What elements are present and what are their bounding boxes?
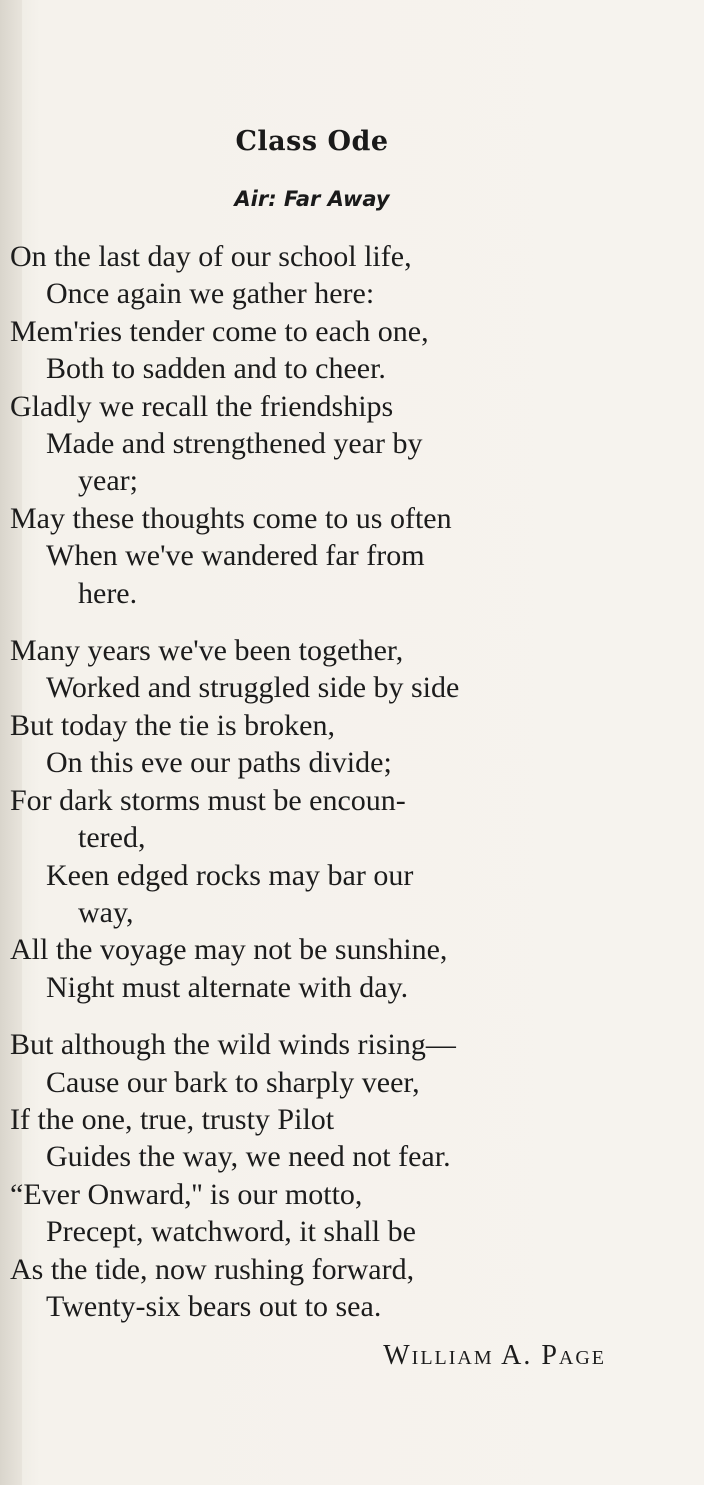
poem-subtitle: Air: Far Away [234,187,390,211]
poem-line: Worked and struggled side by side [46,671,460,705]
poem-line: Precept, watchword, it shall be [46,1215,416,1249]
poem-line: Mem'ries tender come to each one, [10,314,429,348]
poem-line: Keen edged rocks may bar our [46,858,414,892]
poem-line: All the voyage may not be sunshine, [10,933,448,967]
poem-line: Night must alternate with day. [46,970,409,1004]
poem-line: On the last day of our school life, [10,240,412,273]
stanza-3 [10,1026,690,1325]
poem-title: Class Ode [235,126,389,157]
poem-line: Guides the way, we need not fear. [46,1140,451,1174]
poem-line: May these thoughts come to us often [10,501,452,535]
poem-line: here. [78,576,138,610]
poem-line: year; [78,464,138,498]
poem-line: Gladly we recall the friendships [10,389,394,423]
poem-line: As the tide, now rushing forward, [10,1252,415,1286]
poem-line: tered, [78,821,146,855]
poem-line: way, [78,895,134,929]
poem-line: Both to sadden and to cheer. [46,352,386,386]
poem-line: Many years we've been together, [10,634,404,668]
author-signature: William A. Page [383,1340,606,1371]
poem-line: Twenty-six bears out to sea. [46,1289,382,1323]
poem-line: But although the wild winds rising— [10,1028,456,1062]
poem-line: “Ever Onward,'' is our motto, [10,1177,363,1211]
stanza-1 [10,238,690,612]
poem-line: But today the tie is broken, [10,708,335,742]
stanza-2 [10,632,690,1006]
poem-line: Cause our bark to sharply veer, [46,1065,420,1099]
poem-line: Made and strengthened year by [46,427,423,461]
poem-line: For dark storms must be encoun- [10,783,406,817]
poem-line: When we've wandered far from [46,539,425,573]
poem-body [10,238,690,1345]
poem-line: Once again we gather here: [46,277,375,311]
poem-line: On this eve our paths divide; [46,746,392,780]
poem-line: If the one, true, trusty Pilot [10,1102,335,1136]
